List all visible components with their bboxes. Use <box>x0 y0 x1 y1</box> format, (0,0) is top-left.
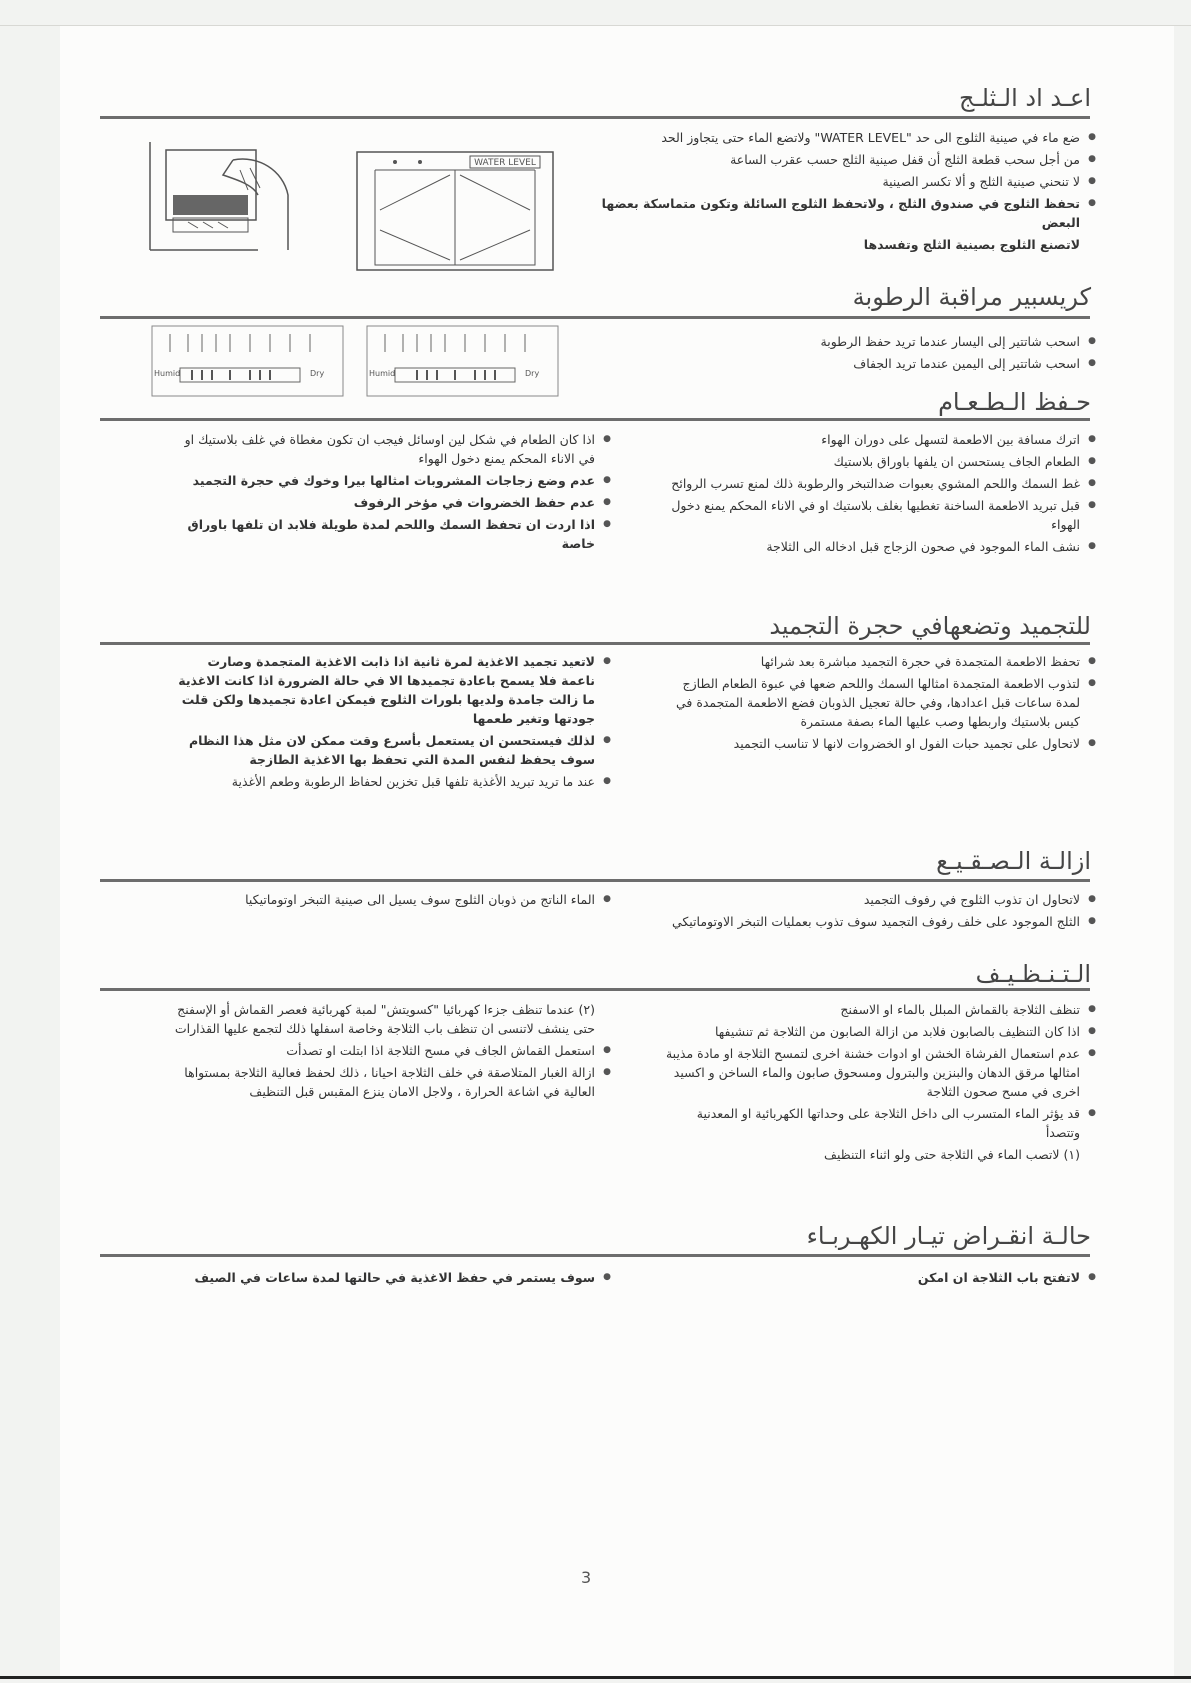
dry-label: Dry <box>525 369 540 378</box>
humid-label: Humid <box>369 369 396 378</box>
cleaning-left-column <box>171 1000 611 1104</box>
scan-top-edge <box>0 25 1191 26</box>
ice-tray-illustration <box>355 150 555 272</box>
section-rule <box>100 988 1090 991</box>
ice-twist-illustration <box>148 140 298 265</box>
section-title-humidity: كريسبير مراقبة الرطوبة <box>852 283 1091 311</box>
list-item: ● عدم استعمال الفرشاة الخشن او ادوات خشنة اخرى لتمسح الثلاجة او مادة مذيبة امثالها مرقق الدهان والبنزين والبترول ومسحوق صابون والماء الساخن و اكسيد اخرى في مسح صحون الثلاجة <box>661 1044 1096 1101</box>
dry-label: Dry <box>310 369 325 378</box>
section-title-cleaning: الـتـنـظـيـف <box>975 960 1091 988</box>
list-item: ● لاتفتح باب الثلاجة ان امكن <box>661 1268 1096 1287</box>
list-item: ● من أجل سحب قطعة الثلج أن قفل صينية الثلج حسب عقرب الساعة <box>586 150 1096 169</box>
section-rule <box>100 1254 1090 1257</box>
list-item: ● لذلك فيستحسن ان يستعمل بأسرع وقت ممكن لان مثل هذا النظام سوف يحفظ لنفس المدة التي تحفظ بها الاغذية الطازجة <box>171 731 611 769</box>
list-item: ● لاتعيد تجميد الاغذية لمرة ثانية اذا ذابت الاغذية المتجمدة وصارت ناعمة فلا يسمح باعادة تجميدها الا في حالة الضرورة اذا كانت الاغذية ما زالت جامدة ولديها بلورات الثلوج فيمكن اعادة تجميدها ولكن قلت جودتها وتغير طعمها <box>171 652 611 728</box>
list-item: ● لتذوب الاطعمة المتجمدة امثالها السمك واللحم ضعها في عبوة الطعام الطازج لمدة ساعات قبل اعدادها، وفي حالة تعجيل الذوبان فضع الاطعمة المتجمدة في كيس بلاستيك واربطها وصب عليها الماء بصفة مستمرة <box>661 674 1096 731</box>
list-item: ● لاتحاول على تجميد حبات الفول او الخضروات لانها لا تناسب التجميد <box>661 734 1096 753</box>
ice-note: لاتصنع الثلوج بصينية الثلج وتفسدها <box>863 237 1080 252</box>
section-rule <box>100 418 1090 421</box>
ice-instructions <box>586 128 1096 257</box>
freezing-left-column <box>171 652 611 794</box>
list-item: ● قد يؤثر الماء المتسرب الى داخل الثلاجة على وحداتها الكهربائية او المعدنية وتتصدأ <box>661 1104 1096 1142</box>
list-item: ● ازالة الغبار المتلاصقة في خلف الثلاجة احيانا ، ذلك لحفظ فعالية الثلاجة بمستواها العالية في اشاعة الحرارة ، ولاجل الامان ينزع المقبس قبل التنظيف <box>171 1063 611 1101</box>
water-level-label: WATER LEVEL <box>474 158 536 168</box>
list-item: ● تحفظ الاطعمة المتجمدة في حجرة التجميد مباشرة بعد شرائها <box>661 652 1096 671</box>
list-item: ● الماء الناتج من ذوبان الثلوج سوف يسيل الى صينية التبخر اوتوماتيكيا <box>171 890 611 909</box>
list-item: ● سوف يستمر في حفظ الاغذية في حالتها لمدة ساعات في الصيف <box>171 1268 611 1287</box>
section-title-defrost: ازالـة الـصـقـيـع <box>936 847 1091 875</box>
food-left-column <box>171 430 611 556</box>
section-rule <box>100 879 1090 882</box>
defrost-left-column <box>171 890 611 912</box>
list-item: ● اسحب شاتتير إلى اليمين عندما تريد الجفاف <box>626 354 1096 373</box>
section-title-power: حالـة انقـراض تيـار الكهـربـاء <box>806 1222 1091 1250</box>
section-rule <box>100 316 1090 319</box>
list-item: ● اذا كان الطعام في شكل لين اوسائل فيجب ان تكون مغطاة في غلف بلاستيك او في الاناء المحكم يمنع دخول الهواء <box>171 430 611 468</box>
power-right-column <box>661 1268 1096 1290</box>
list-item: ● قبل تبريد الاطعمة الساخنة تغطيها بغلف بلاستيك او في الاناء المحكم يمنع دخول الهواء <box>661 496 1096 534</box>
list-item: ● عند ما تريد تبريد الأغذية تلفها قبل تخزين لحفاظ الرطوبة وطعم الأغذية <box>171 772 611 791</box>
list-item: ● نشف الماء الموجود في صحون الزجاج قبل ادخاله الى الثلاجة <box>661 537 1096 556</box>
list-item: ● عدم حفظ الخضروات في مؤخر الرفوف <box>171 493 611 512</box>
freezing-right-column <box>661 652 1096 756</box>
list-item: ● تحفظ الثلوج في صندوق الثلج ، ولاتحفظ الثلوج السائلة وتكون متماسكة بعضها البعض <box>586 194 1096 232</box>
section-title-ice: اعـد اد الـثلـج <box>959 84 1091 112</box>
list-item: ● ضع ماء في صينية الثلوج الى حد "WATER LEVEL" ولاتضع الماء حتى يتجاوز الحد <box>586 128 1096 147</box>
list-item: ● الثلج الموجود على خلف رفوف التجميد سوف تذوب بعمليات التبخر الاوتوماتيكي <box>661 912 1096 931</box>
list-item: ● تنظف الثلاجة بالقماش المبلل بالماء او الاسفنج <box>661 1000 1096 1019</box>
humid-slider-illustration <box>150 324 345 398</box>
dry-slider-illustration <box>365 324 560 398</box>
cleaning-right-column <box>661 1000 1096 1164</box>
section-rule <box>100 116 1090 119</box>
food-right-column <box>661 430 1096 559</box>
power-left-column <box>171 1268 611 1290</box>
cleaning-note: (١) لاتصب الماء في الثلاجة حتى ولو اثناء التنظيف <box>824 1147 1080 1162</box>
list-item: ● غط السمك واللحم المشوي بعبوات ضدالتبخر والرطوبة ذلك لمنع تسرب الروائح <box>661 474 1096 493</box>
list-item: ● اسحب شاتتير إلى اليسار عندما تريد حفظ الرطوبة <box>626 332 1096 351</box>
defrost-right-column <box>661 890 1096 934</box>
scan-bottom-edge <box>0 1676 1191 1679</box>
section-rule <box>100 642 1090 645</box>
humidity-instructions <box>626 332 1096 376</box>
list-item: ● لا تنحني صينية الثلج و ألا تكسر الصينية <box>586 172 1096 191</box>
list-item: ● استعمل القماش الجاف في مسح الثلاجة اذا ابتلت او تصدأت <box>171 1041 611 1060</box>
list-item: ● اترك مسافة بين الاطعمة لتسهل على دوران الهواء <box>661 430 1096 449</box>
list-item: ● اذا اردت ان تحفظ السمك واللحم لمدة طويلة فلابد ان تلفها باوراق خاصة <box>171 515 611 553</box>
humid-label: Humid <box>154 369 181 378</box>
list-item: ● اذا كان التنظيف بالصابون فلابد من ازالة الصابون من الثلاجة ثم تنشيفها <box>661 1022 1096 1041</box>
list-item: (٢) عندما تنظف جزءا كهربائيا "كسويتش" لمبة كهربائية فعصر القماش أو الإسفنج حتى ينشف لاتنسى ان تنظف باب الثلاجة وخاصة اسفلها ذلك لتجمع عليها القذارات <box>174 1002 595 1036</box>
section-title-food: حـفظ الـطـعـام <box>938 388 1091 416</box>
list-item: ● الطعام الجاف يستحسن ان يلفها باوراق بلاستيك <box>661 452 1096 471</box>
section-title-freezing: للتجميد وتضعهافي حجرة التجميد <box>769 612 1091 640</box>
page-number: 3 <box>581 1568 592 1587</box>
list-item: ● لاتحاول ان تذوب الثلوج في رفوف التجميد <box>661 890 1096 909</box>
list-item: ● عدم وضع زجاجات المشروبات امثالها بيرا وخوك في حجرة التجميد <box>171 471 611 490</box>
